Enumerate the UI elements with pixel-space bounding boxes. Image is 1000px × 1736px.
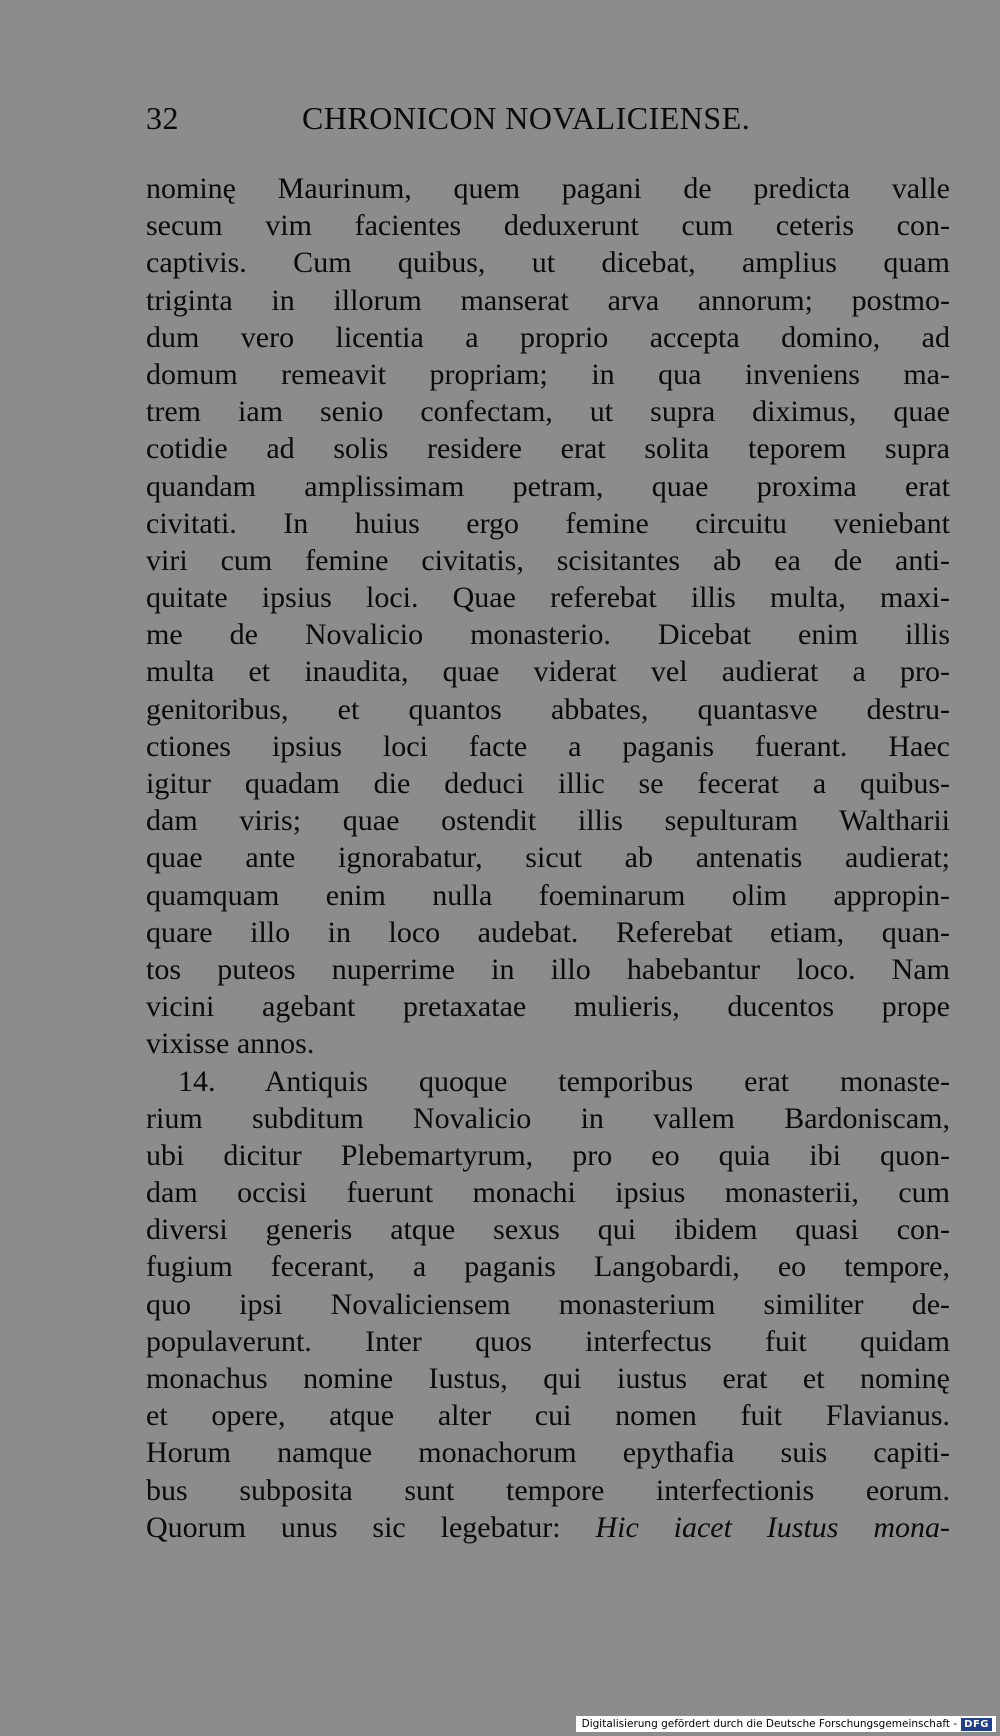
- text-line: quamquam enim nulla foeminarum olim appropin-: [146, 878, 950, 912]
- text-line: quitate ipsius loci. Quae referebat illis multa, maxi-: [146, 581, 950, 615]
- text-line: vicini agebant pretaxatae mulieris, ducentos prope: [146, 990, 950, 1024]
- text-line: igitur quadam die deduci illic se fecerat a quibus-: [146, 767, 950, 800]
- text-line: quandam amplissimam petram, quae proxima erat: [146, 469, 950, 503]
- text-line: ctiones ipsius loci facte a paganis fuerant. Haec: [146, 729, 950, 763]
- page-title: CHRONICON NOVALICIENSE.: [302, 100, 751, 136]
- text-line: cotidie ad solis residere erat solita teporem supra: [146, 432, 950, 466]
- page-number: 32: [146, 100, 179, 136]
- running-head: [146, 96, 836, 140]
- text-line: domum remeavit propriam; in qua inveniens ma-: [146, 357, 950, 391]
- final-line-italic: Hic iacet Iustus mona-: [595, 1510, 950, 1544]
- dfg-logo-icon: DFG: [961, 1718, 992, 1731]
- text-line: quare illo in loco audebat. Referebat etiam, quan-: [146, 915, 950, 949]
- text-line: populaverunt. Inter quos interfectus fuit quidam: [146, 1324, 950, 1358]
- text-line-section-start: 14. Antiquis quoque temporibus erat monaste-: [178, 1064, 950, 1098]
- text-line: bus subposita sunt tempore interfectionis eorum.: [146, 1473, 950, 1507]
- text-line: quo ipsi Novaliciensem monasterium similiter de-: [146, 1287, 950, 1321]
- text-line: dam occisi fuerunt monachi ipsius monasterii, cum: [146, 1176, 950, 1210]
- text-line: viri cum femine civitatis, scisitantes ab ea de anti-: [146, 543, 950, 577]
- text-line: vixisse annos.: [146, 1027, 315, 1061]
- text-line: monachus nomine Iustus, qui iustus erat et nominę: [146, 1362, 950, 1395]
- text-line: captivis. Cum quibus, ut dicebat, amplius quam: [146, 246, 950, 280]
- text-line: me de Novalicio monasterio. Dicebat enim illis: [146, 618, 950, 652]
- body-text: [146, 170, 950, 1546]
- text-line: rium subditum Novalicio in vallem Bardoniscam,: [146, 1101, 950, 1135]
- text-line: Horum namque monachorum epythafia suis capiti-: [146, 1436, 950, 1470]
- text-line: diversi generis atque sexus qui ibidem quasi con-: [146, 1213, 950, 1247]
- text-line: genitoribus, et quantos abbates, quantasve destru-: [146, 692, 950, 726]
- text-line: secum vim facientes deduxerunt cum ceteris con-: [146, 209, 950, 243]
- text-line: nominę Maurinum, quem pagani de predicta valle: [146, 172, 950, 205]
- footer-text: Digitalisierung gefördert durch die Deutsche Forschungsgemeinschaft -: [581, 1718, 958, 1730]
- final-line-roman: Quorum unus sic legebatur:: [146, 1510, 561, 1544]
- text-line: dam viris; quae ostendit illis sepulturam Waltharii: [146, 804, 950, 838]
- text-line: trem iam senio confectam, ut supra diximus, quae: [146, 395, 950, 429]
- digitization-footer: [576, 1716, 996, 1732]
- text-line: multa et inaudita, quae viderat vel audierat a pro-: [146, 655, 950, 689]
- text-line: fugium fecerant, a paganis Langobardi, eo tempore,: [146, 1250, 950, 1284]
- text-line: et opere, atque alter cui nomen fuit Flavianus.: [146, 1399, 950, 1433]
- text-line: civitati. In huius ergo femine circuitu veniebant: [146, 506, 950, 540]
- text-line: ubi dicitur Plebemartyrum, pro eo quia ibi quon-: [146, 1138, 950, 1172]
- text-line: quae ante ignorabatur, sicut ab antenatis audierat;: [146, 841, 950, 875]
- text-line: dum vero licentia a proprio accepta domino, ad: [146, 320, 950, 354]
- text-line: triginta in illorum manserat arva annorum; postmo-: [146, 283, 950, 317]
- text-line: tos puteos nuperrime in illo habebantur loco. Nam: [146, 952, 950, 986]
- text-line-final: [146, 1509, 950, 1546]
